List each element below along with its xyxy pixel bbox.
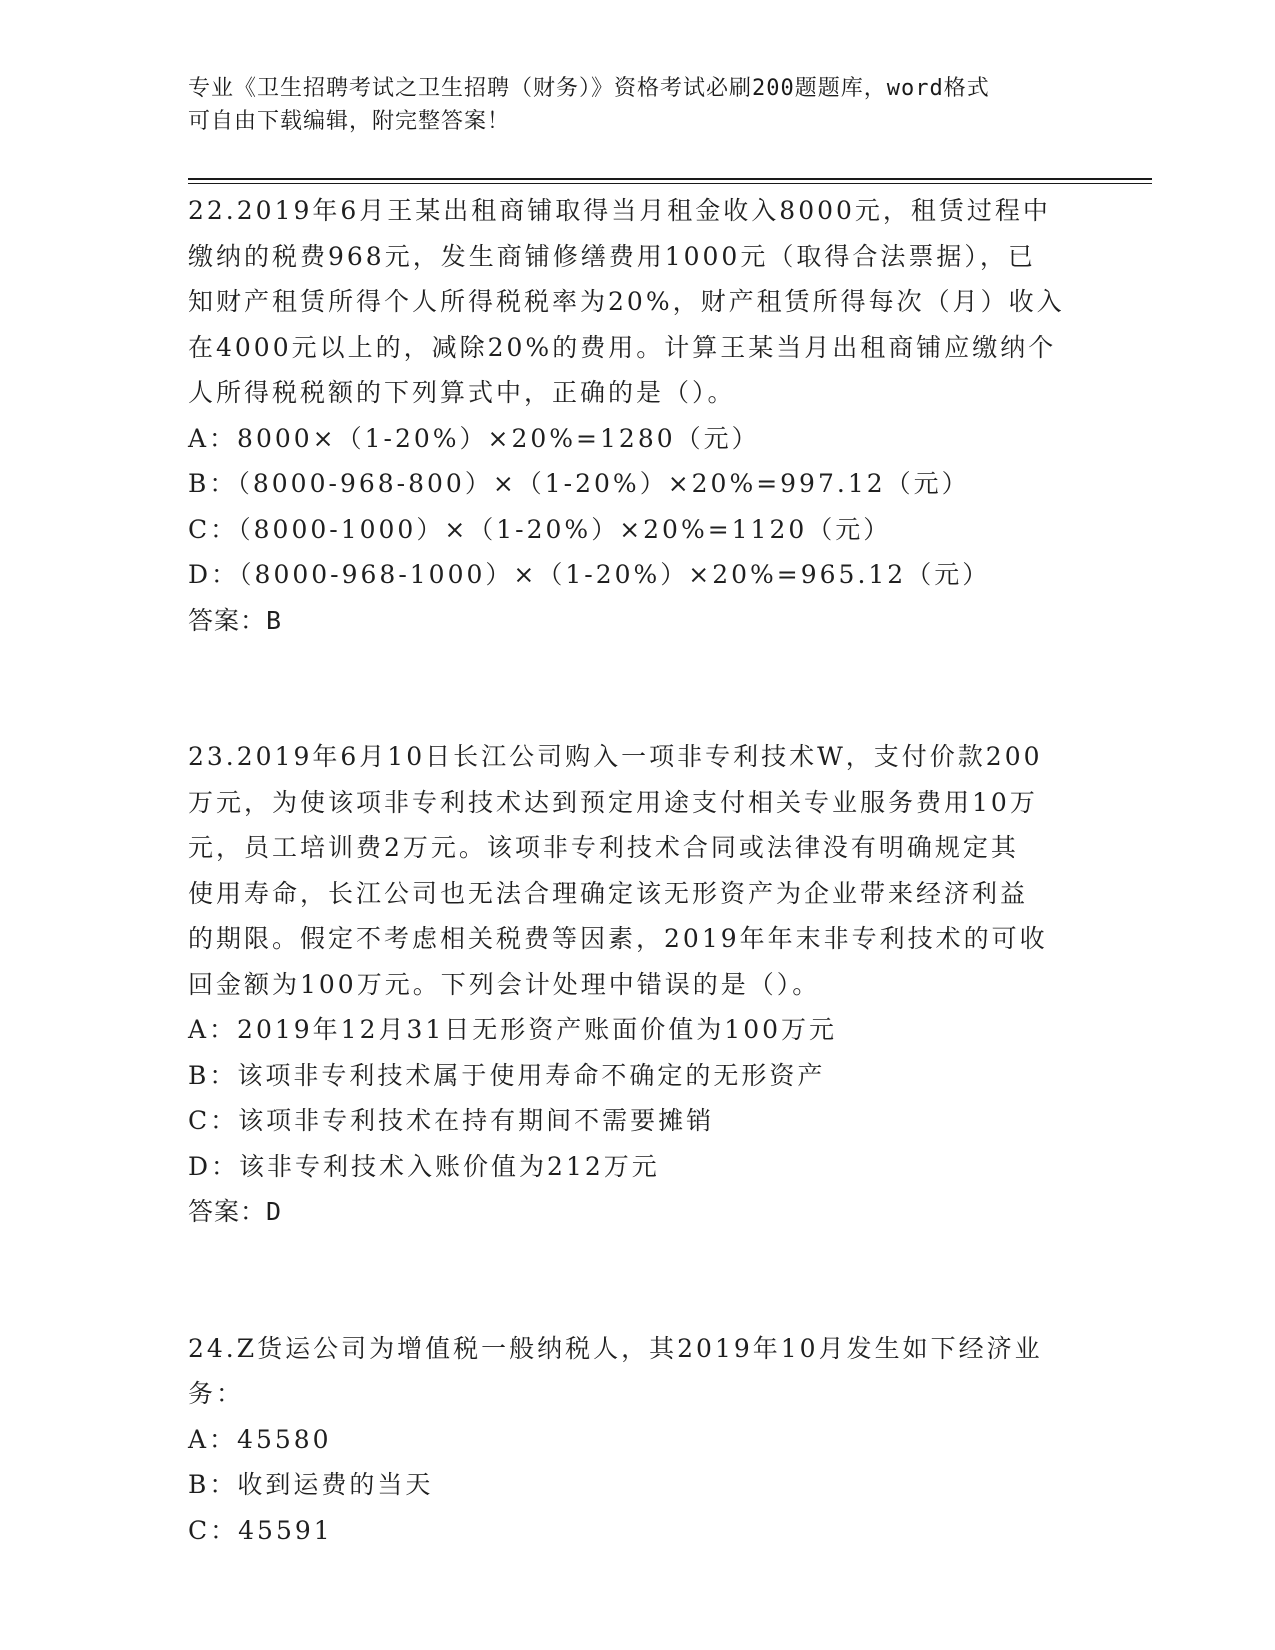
question-text-line: 知财产租赁所得个人所得税税率为20%，财产租赁所得每次（月）收入: [188, 287, 1065, 316]
question-text-line: 万元，为使该项非专利技术达到预定用途支付相关专业服务费用10万: [188, 787, 1038, 817]
question-list: [188, 188, 1088, 1553]
question-text-line: 24.Z货运公司为增值税一般纳税人，其2019年10月发生如下经济业: [188, 1333, 1043, 1363]
option-a: A：8000×（1-20%）×20%=1280（元）: [188, 423, 760, 453]
spacer: [188, 1235, 1088, 1326]
question-text-line: 在4000元以上的，减除20%的费用。计算王某当月出租商铺应缴纳个: [188, 332, 1057, 362]
question-text-line: 缴纳的税费968元，发生商铺修缮费用1000元（取得合法票据），已: [188, 241, 1036, 271]
option-c: C：（8000-1000）×（1-20%）×20%=1120（元）: [188, 514, 892, 544]
option-b: B：（8000-968-800）×（1-20%）×20%=997.12（元）: [188, 469, 970, 498]
question-text-line: 22.2019年6月王某出租商铺取得当月租金收入8000元，租赁过程中: [188, 196, 1051, 225]
option-d: D：该非专利技术入账价值为212万元: [188, 1151, 660, 1181]
header-divider-thin: [188, 183, 1152, 184]
option-a: A：45580: [188, 1424, 332, 1454]
option-b: B：收到运费的当天: [188, 1470, 434, 1499]
question-text-line: 的期限。假定不考虑相关税费等因素，2019年年末非专利技术的可收: [188, 924, 1048, 953]
header-divider-thick: [188, 178, 1152, 180]
question-23: [188, 734, 1088, 1235]
answer-label: 答案：B: [188, 605, 283, 635]
question-text-line: 务：: [188, 1379, 245, 1408]
option-a: A：2019年12月31日无形资产账面价值为100万元: [188, 1015, 838, 1044]
header-line-2: 可自由下载编辑，附完整答案！: [188, 109, 511, 134]
question-text-line: 23.2019年6月10日长江公司购入一项非专利技术W，支付价款200: [188, 742, 1043, 771]
question-text-line: 回金额为100万元。下列会计处理中错误的是（）。: [188, 969, 821, 999]
spacer: [188, 643, 1088, 734]
question-22: [188, 188, 1088, 643]
question-text-line: 人所得税税额的下列算式中，正确的是（）。: [188, 378, 736, 407]
option-c: C：该项非专利技术在持有期间不需要摊销: [188, 1106, 715, 1135]
answer-label: 答案：D: [188, 1197, 283, 1226]
option-c: C：45591: [188, 1515, 333, 1545]
option-b: B：该项非专利技术属于使用寿命不确定的无形资产: [188, 1060, 826, 1090]
question-text-line: 元，员工培训费2万元。该项非专利技术合同或法律没有明确规定其: [188, 833, 1019, 862]
question-24: [188, 1326, 1088, 1554]
header-line-1: 专业《卫生招聘考试之卫生招聘（财务）》资格考试必刷200题题库，word格式: [188, 76, 990, 101]
question-text-line: 使用寿命，长江公司也无法合理确定该无形资产为企业带来经济利益: [188, 878, 1029, 908]
document-header: [188, 72, 1068, 138]
option-d: D：（8000-968-1000）×（1-20%）×20%=965.12（元）: [188, 560, 991, 589]
